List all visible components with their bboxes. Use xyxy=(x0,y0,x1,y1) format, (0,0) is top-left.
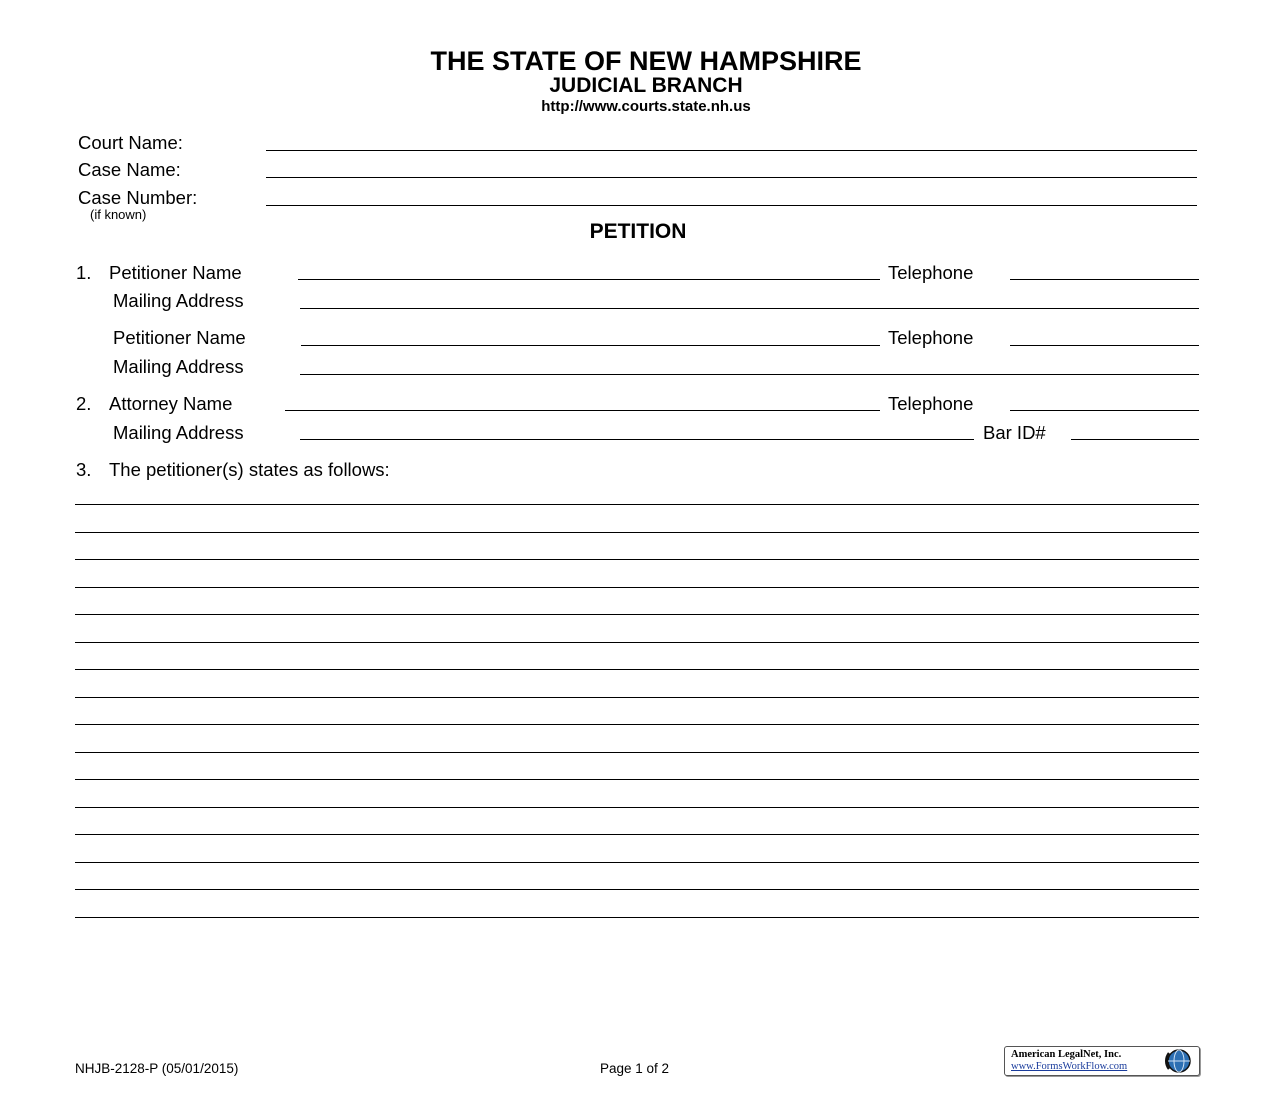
statement-line[interactable] xyxy=(75,889,1199,890)
attorney-name-label: Attorney Name xyxy=(109,393,233,414)
case-name-label: Case Name: xyxy=(78,159,181,180)
branch-title: JUDICIAL BRANCH xyxy=(549,74,743,97)
court-name-field[interactable] xyxy=(266,150,1197,151)
case-number-field[interactable] xyxy=(266,205,1197,206)
statement-line[interactable] xyxy=(75,724,1199,725)
mailing-address-field[interactable] xyxy=(300,308,1199,309)
logo-url[interactable]: www.FormsWorkFlow.com xyxy=(1011,1061,1128,1072)
petitioner-name-label: Petitioner Name xyxy=(109,262,242,283)
statement-line[interactable] xyxy=(75,862,1199,863)
statement-line[interactable] xyxy=(75,532,1199,533)
page-number: Page 1 of 2 xyxy=(600,1061,670,1076)
attorney-telephone-field[interactable] xyxy=(1010,410,1199,411)
case-number-label: Case Number: xyxy=(78,187,198,208)
statement-line[interactable] xyxy=(75,697,1199,698)
bar-id-field[interactable] xyxy=(1071,439,1199,440)
statement-line[interactable] xyxy=(75,559,1199,560)
section2-number: 2. xyxy=(76,393,92,414)
americanlegalnet-logo[interactable] xyxy=(1004,1046,1200,1076)
case-name-field[interactable] xyxy=(266,177,1197,178)
mailing-address-label: Mailing Address xyxy=(113,290,244,311)
statement-line[interactable] xyxy=(75,752,1199,753)
form-title: PETITION xyxy=(589,220,687,243)
petitioner2-name-field[interactable] xyxy=(301,345,880,346)
globe-icon xyxy=(1163,1048,1193,1074)
attorney-telephone-label: Telephone xyxy=(888,393,974,414)
if-known-note: (if known) xyxy=(90,207,147,222)
petitioner-name-field[interactable] xyxy=(298,279,880,280)
section3-number: 3. xyxy=(76,459,92,480)
statement-line[interactable] xyxy=(75,504,1199,505)
logo-company-name: American LegalNet, Inc. xyxy=(1011,1049,1122,1060)
bar-id-label: Bar ID# xyxy=(983,422,1046,443)
mailing-address2-field[interactable] xyxy=(300,374,1199,375)
statement-line[interactable] xyxy=(75,587,1199,588)
statement-label: The petitioner(s) states as follows: xyxy=(109,459,390,480)
section1-number: 1. xyxy=(76,262,92,283)
telephone2-field[interactable] xyxy=(1010,345,1199,346)
attorney-name-field[interactable] xyxy=(285,410,880,411)
statement-line[interactable] xyxy=(75,917,1199,918)
mailing-address2-label: Mailing Address xyxy=(113,356,244,377)
telephone-field[interactable] xyxy=(1010,279,1199,280)
state-title: THE STATE OF NEW HAMPSHIRE xyxy=(430,46,862,76)
statement-line[interactable] xyxy=(75,779,1199,780)
statement-line[interactable] xyxy=(75,614,1199,615)
court-name-label: Court Name: xyxy=(78,132,183,153)
statement-line[interactable] xyxy=(75,642,1199,643)
telephone2-label: Telephone xyxy=(888,327,974,348)
form-id: NHJB-2128-P (05/01/2015) xyxy=(75,1061,239,1076)
attorney-mailing-address-field[interactable] xyxy=(300,439,974,440)
attorney-mailing-address-label: Mailing Address xyxy=(113,422,244,443)
telephone-label: Telephone xyxy=(888,262,974,283)
statement-line[interactable] xyxy=(75,669,1199,670)
statement-line[interactable] xyxy=(75,834,1199,835)
court-url[interactable]: http://www.courts.state.nh.us xyxy=(541,98,751,115)
statement-line[interactable] xyxy=(75,807,1199,808)
petitioner2-name-label: Petitioner Name xyxy=(113,327,246,348)
